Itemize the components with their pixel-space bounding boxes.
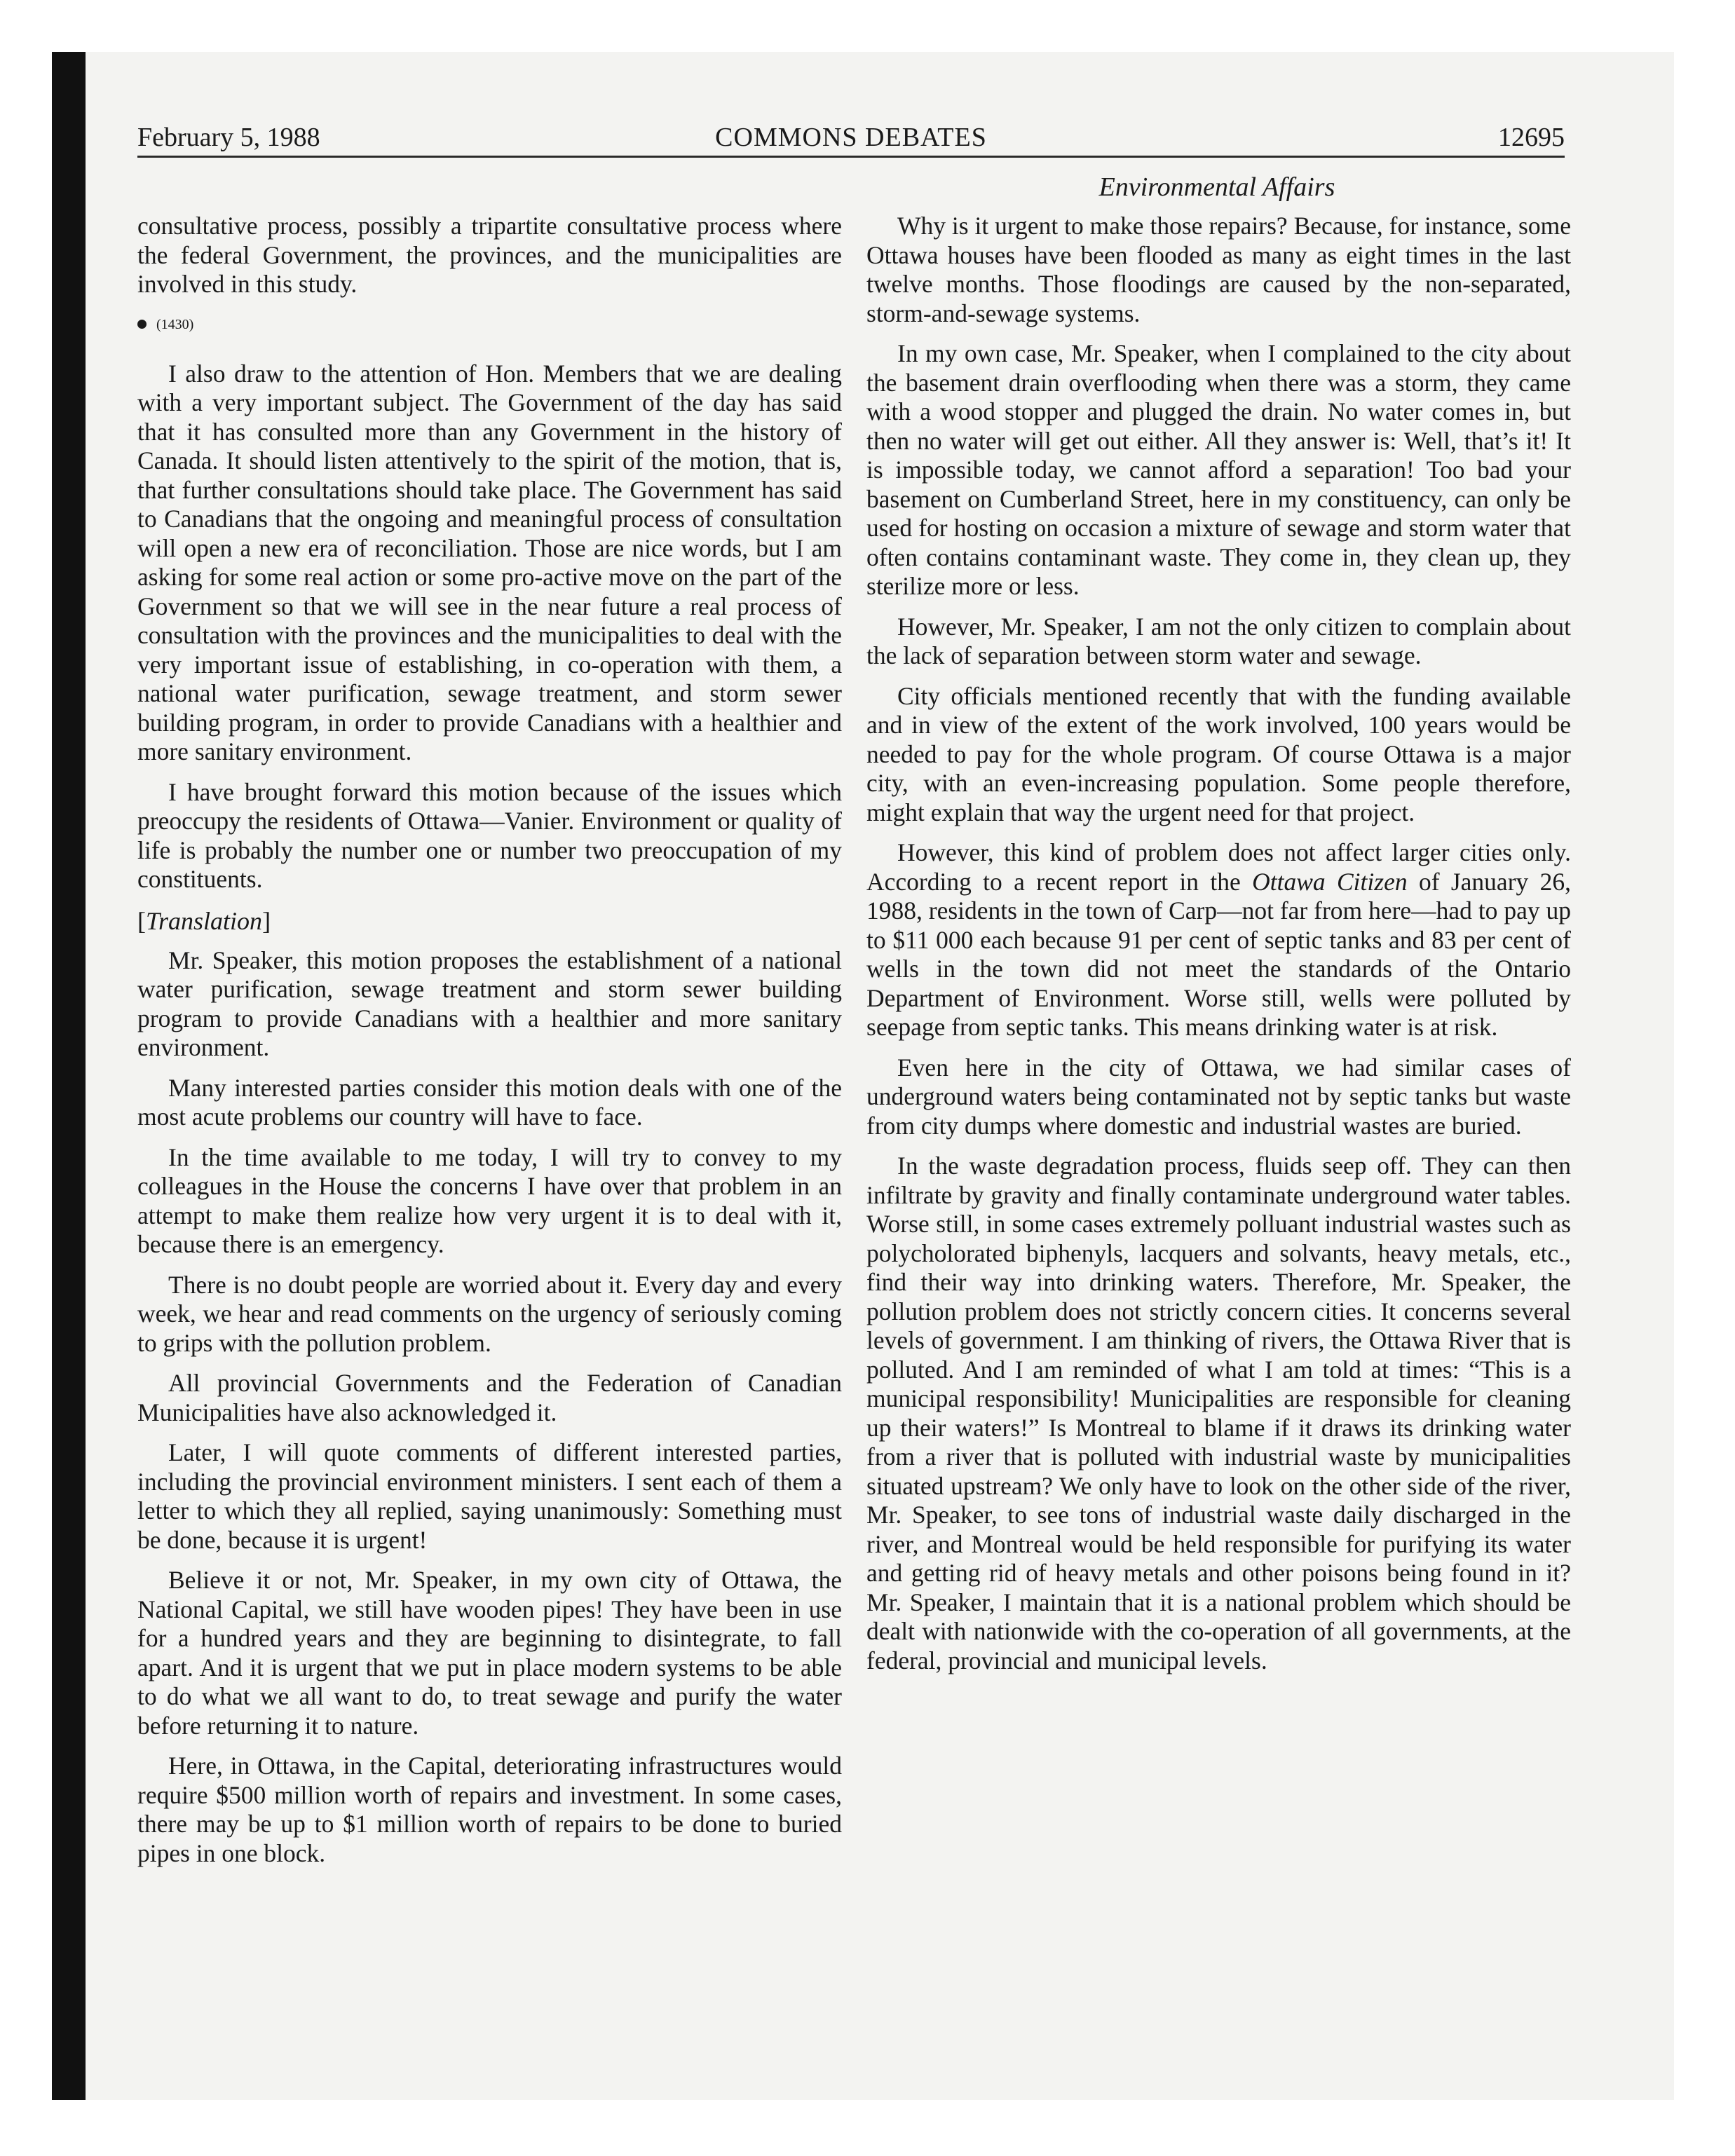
section-title: Environmental Affairs: [1098, 172, 1335, 202]
time-marker-text: (1430): [156, 316, 194, 332]
page-number: 12695: [1498, 123, 1565, 152]
running-header: [137, 119, 1565, 158]
paragraph: However, Mr. Speaker, I am not the only citizen to complain about the lack of separation between storm water and sewage.: [866, 612, 1571, 669]
paragraph: All provincial Governments and the Federation of Canadian Municipalities have also acknowledged it.: [137, 1369, 842, 1426]
newspaper-name: Ottawa Citizen: [1252, 867, 1408, 896]
bullet-icon: [137, 320, 147, 329]
header-title: COMMONS DEBATES: [715, 123, 987, 152]
paragraph: I have brought forward this motion because of the issues which preoccupy the residents of Ottawa—Vanier. Environment or quality of life is probably the number one or number two preoccupation of my constituents.: [137, 777, 842, 893]
paragraph: Mr. Speaker, this motion proposes the establishment of a national water purification, sewage treatment and storm sewer building program to provide Canadians with a healthier and more sanitary environment.: [137, 946, 842, 1061]
paragraph: consultative process, possibly a tripartite consultative process where the federal Government, the provinces, and the municipalities are involved in this study.: [137, 212, 842, 298]
paragraph: I also draw to the attention of Hon. Members that we are dealing with a very important subject. The Government of the day has said that it has consulted more than any Government in the history of Canada. It should listen attentively to the spirit of the motion, that is, that further consultations should take place. The Government has said to Canadians that the ongoing and meaningful process of consultation will open a new era of reconciliation. Those are nice words, but I am asking for some real action or some pro-active move on the part of the Government so that we will see in the near future a real process of consultation with the provinces and the municipalities to deal with the very important issue of establishing, in co-operation with them, a national water purification, sewage treatment, and storm sewer building program, in order to provide Canadians with a healthier and more sanitary environment.: [137, 359, 842, 765]
paragraph: Why is it urgent to make those repairs? Because, for instance, some Ottawa houses have been flooded as many as eight times in the last twelve months. Those floodings are caused by the non-separated, storm-and-sewage systems.: [866, 212, 1571, 327]
paragraph: In the time available to me today, I will try to convey to my colleagues in the House the concerns I have over that problem in an attempt to make them realize how very urgent it is to deal with it, because there is an emergency.: [137, 1142, 842, 1258]
paragraph: Believe it or not, Mr. Speaker, in my own city of Ottawa, the National Capital, we still have wooden pipes! They have been in use for a hundred years and they are beginning to disintegrate, to fall apart. And it is urgent that we put in place modern systems to be able to do what we all want to do, to treat sewage and purify the water before returning it to nature.: [137, 1566, 842, 1740]
left-column: [137, 212, 842, 1879]
paragraph: However, this kind of problem does not affect larger cities only. According to a recent report in the Ottawa Citizen of January 26, 1988, residents in the town of Carp—not far from here—had to pay up to $11 000 each because 91 per cent of septic tanks and 83 per cent of wells in the town did not meet the standards of the Ontario Department of Environment. Worse still, wells were polluted by seepage from septic tanks. This means drinking water is at risk.: [866, 838, 1571, 1041]
right-column: [866, 212, 1571, 1686]
paragraph: Even here in the city of Ottawa, we had similar cases of underground waters being contaminated not by septic tanks but waste from city dumps where domestic and industrial wastes are buried.: [866, 1053, 1571, 1140]
paragraph: Later, I will quote comments of different interested parties, including the provincial environment ministers. I sent each of them a letter to which they all replied, saying unanimously: Something must be done, because it is urgent!: [137, 1438, 842, 1554]
paragraph: Here, in Ottawa, in the Capital, deteriorating infrastructures would require $500 million worth of repairs and investment. In some cases, there may be up to $1 million worth of repairs to be done to buried pipes in one block.: [137, 1752, 842, 1867]
paragraph: In my own case, Mr. Speaker, when I complained to the city about the basement drain overflooding when there was a storm, they came with a wood stopper and plugged the drain. No water comes in, but then no water will get out either. All they answer is: Well, that’s it! It is impossible today, we cannot afford a separation! Too bad your basement on Cumberland Street, here in my constituency, can only be used for hosting on occasion a mixture of sewage and storm water that often contains contaminant waste. They come in, they clean up, they sterilize more or less.: [866, 339, 1571, 600]
binding-edge: [52, 52, 86, 2100]
translation-label: [Translation]: [137, 906, 271, 935]
paragraph: Many interested parties consider this motion deals with one of the most acute problems our country will have to face.: [137, 1073, 842, 1131]
paragraph: In the waste degradation process, fluids seep off. They can then infiltrate by gravity and finally contaminate underground water tables. Worse still, in some cases extremely polluant industrial wastes such as polycholorated biphenyls, lacquers and solvants, heavy metals, etc., find their way into drinking waters. Therefore, Mr. Speaker, the pollution problem does not strictly concern cities. It concerns several levels of government. I am thinking of rivers, the Ottawa River that is polluted. And I am reminded of what I am told at times: “This is a municipal responsibility! Municipalities are responsible for cleaning up their waters!” Is Montreal to blame if it draws its drinking water from a river that is polluted with industrial waste by municipalities situated upstream? We only have to look on the other side of the river, Mr. Speaker, to see tons of industrial waste daily discharged in the river, and Montreal would be held responsible for purifying its water and getting rid of heavy metals and other poisons being found in it? Mr. Speaker, I maintain that it is a national problem which should be dealt with nationwide with the co-operation of all governments, at the federal, provincial and municipal levels.: [866, 1152, 1571, 1674]
paragraph: There is no doubt people are worried about it. Every day and every week, we hear and read comments on the urgency of seriously coming to grips with the pollution problem.: [137, 1270, 842, 1357]
paragraph: City officials mentioned recently that with the funding available and in view of the extent of the work involved, 100 years would be needed to pay for the whole program. Of course Ottawa is a major city, with an even-increasing population. Some people therefore, might explain that way the urgent need for that project.: [866, 681, 1571, 826]
header-date: February 5, 1988: [137, 123, 320, 152]
time-marker: [137, 311, 842, 339]
